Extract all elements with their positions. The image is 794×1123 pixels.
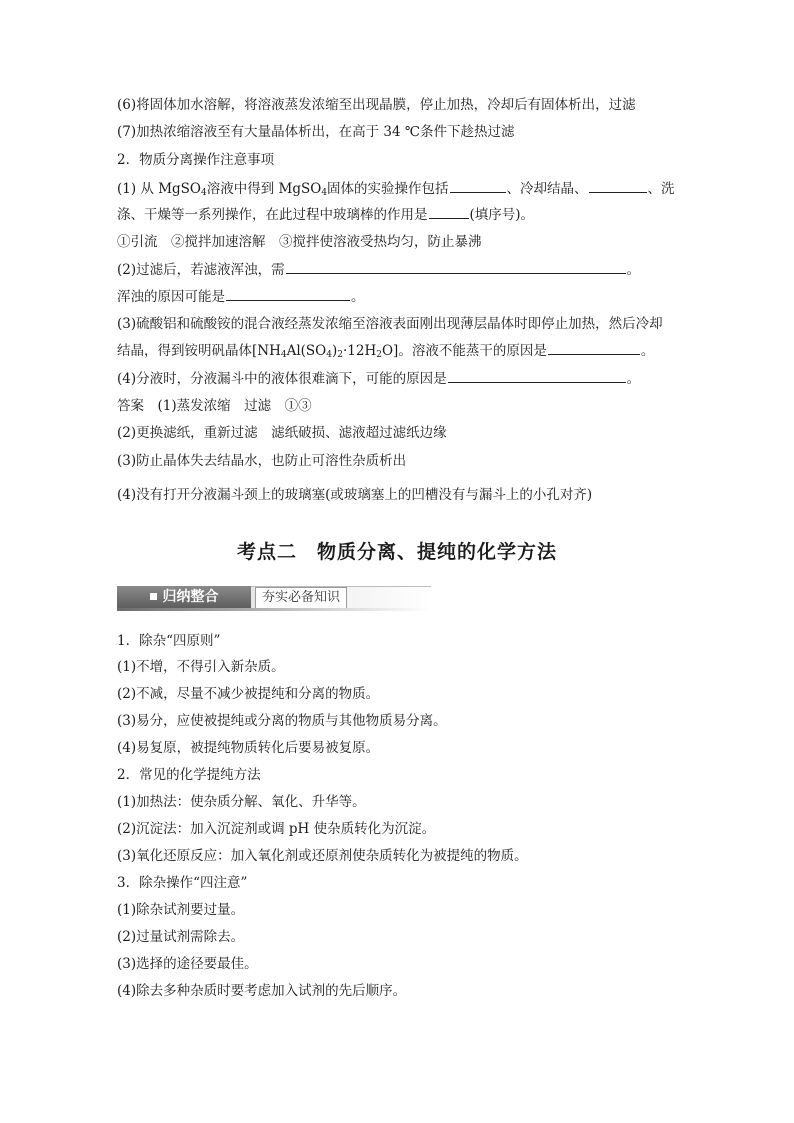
- subheading: 2．物质分离操作注意事项: [117, 152, 275, 168]
- answer-line: 答案 (1)蒸发浓缩 过滤 ①③: [117, 398, 312, 414]
- text-line: (2)沉淀法：加入沉淀剂或调 pH 使杂质转化为沉淀。: [117, 821, 436, 837]
- text-line: (7)加热浓缩溶液至有大量晶体析出，在高于 34 ℃条件下趁热过滤: [117, 124, 515, 140]
- answer-blank[interactable]: [450, 180, 506, 193]
- text-line: (3)选择的途径要最佳。: [117, 956, 258, 972]
- answer-blank[interactable]: [589, 180, 647, 193]
- question-3-line: (3)硫酸铝和硫酸铵的混合液经蒸发浓缩至溶液表面刚出现薄层晶体时即停止加热，然后冷却: [117, 316, 663, 332]
- question-2-line: (2)过滤后，若滤液浑浊，需 。: [117, 262, 641, 278]
- question-1-line: (1) 从 MgSO$_4$溶液中得到 MgSO$_4$固体的实验操作包括 、冷却结晶、 、洗: [117, 181, 675, 198]
- text-line: (4)除去多种杂质时要考虑加入试剂的先后顺序。: [117, 983, 407, 999]
- text-line: (3)易分，应使被提纯或分离的物质与其他物质易分离。: [117, 713, 447, 729]
- answer-blank[interactable]: [548, 342, 640, 355]
- answer-blank[interactable]: [429, 206, 469, 219]
- text-line: (6)将固体加水溶解，将溶液蒸发浓缩至出现晶膜，停止加热，冷却后有固体析出，过滤: [117, 97, 636, 113]
- text-line: (2)过量试剂需除去。: [117, 929, 245, 945]
- text-line: (1)不增，不得引入新杂质。: [117, 659, 285, 675]
- text-line: (1)加热法：使杂质分解、氧化、升华等。: [117, 794, 366, 810]
- banner-rule: [117, 608, 431, 611]
- question-1-line-2: 涤、干燥等一系列操作，在此过程中玻璃棒的作用是 (填序号)。: [117, 207, 535, 223]
- text-line: (4)易复原，被提纯物质转化后要易被复原。: [117, 740, 380, 756]
- subheading: 2．常见的化学提纯方法: [117, 767, 261, 783]
- text-line: (3)氧化还原反应：加入氧化剂或还原剂使杂质转化为被提纯的物质。: [117, 848, 528, 864]
- banner-sublabel: 夯实必备知识: [255, 587, 347, 609]
- text-line: (1)除杂试剂要过量。: [117, 902, 245, 918]
- answer-blank[interactable]: [226, 288, 350, 301]
- section-banner: [117, 586, 431, 611]
- options-line: ①引流 ②搅拌加速溶解 ③搅拌使溶液受热均匀，防止暴沸: [117, 234, 482, 250]
- answer-blank[interactable]: [286, 261, 626, 274]
- subheading: 1．除杂“四原则”: [117, 633, 221, 649]
- section-title: 考点二 物质分离、提纯的化学方法: [236, 541, 557, 563]
- answer-blank[interactable]: [448, 370, 626, 383]
- question-3-line-2: 结晶，得到铵明矾晶体$[NH_4Al(SO_4)_2\cdot 12H_2O]$。溶液不能蒸干的原因是 。: [117, 343, 655, 360]
- answer-line: (3)防止晶体失去结晶水，也防止可溶性杂质析出: [117, 453, 407, 469]
- answer-line: (4)没有打开分液漏斗颈上的玻璃塞(或玻璃塞上的凹槽没有与漏斗上的小孔对齐): [117, 487, 593, 503]
- text-line: (2)不减，尽量不减少被提纯和分离的物质。: [117, 686, 380, 702]
- question-2-line-2: 浑浊的原因可能是 。: [117, 289, 365, 305]
- subheading: 3．除杂操作“四注意”: [117, 875, 248, 891]
- question-4-line: (4)分液时，分液漏斗中的液体很难滴下，可能的原因是 。: [117, 371, 641, 387]
- square-bullet-icon: [150, 593, 157, 600]
- answer-line: (2)更换滤纸，重新过滤 滤纸破损、滤液超过滤纸边缘: [117, 425, 447, 441]
- banner-label: 归纳整合: [117, 586, 251, 608]
